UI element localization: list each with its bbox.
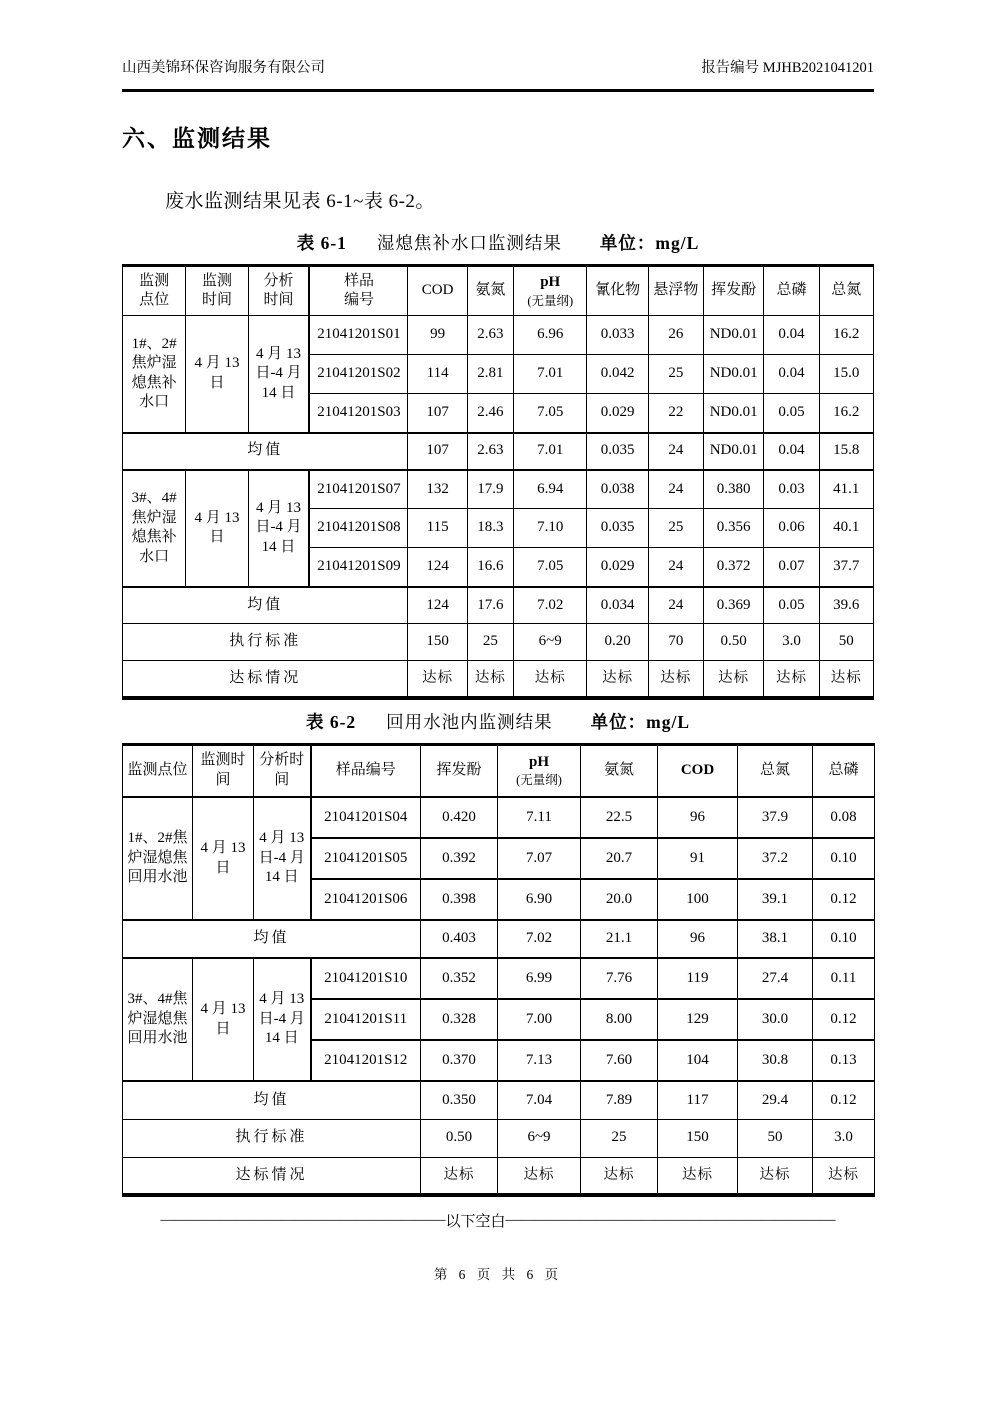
value-cell: 37.9 (738, 797, 813, 838)
value-cell: 16.2 (819, 316, 873, 355)
column-header-line: 氨氮 (475, 282, 506, 299)
monitoring-site-cell: 1#、2#焦炉湿熄焦补水口 (123, 316, 186, 433)
value-cell: 0.398 (421, 879, 498, 920)
value-cell: 达标 (764, 661, 819, 698)
column-header-line: 氰化物 (595, 282, 641, 299)
column-header-line: 监测 (139, 272, 170, 289)
value-cell: 0.352 (421, 958, 498, 999)
column-header-line: 总氮 (831, 282, 862, 299)
value-cell: 27.4 (738, 958, 813, 999)
column-header-line: 样品 (343, 272, 374, 289)
column-header (514, 266, 587, 316)
column-header (658, 744, 738, 797)
column-header-line: 监测点位 (127, 762, 188, 778)
value-cell: 96 (658, 797, 738, 838)
column-header (704, 266, 764, 316)
value-cell: 7.04 (498, 1081, 581, 1119)
value-cell: 6~9 (498, 1119, 581, 1157)
value-cell: 达标 (408, 661, 467, 698)
value-cell: 25 (648, 355, 703, 394)
value-cell: 16.2 (819, 394, 873, 433)
value-cell: 0.034 (587, 587, 648, 624)
value-cell: 达标 (498, 1157, 581, 1195)
dash-right: —————————————————————— (505, 1212, 836, 1228)
column-header (819, 266, 873, 316)
value-cell: 7.02 (514, 587, 587, 624)
monitoring-site-cell: 3#、4#焦炉湿熄焦回用水池 (123, 958, 193, 1081)
column-header-line: 总氮 (759, 762, 790, 778)
value-cell: 30.0 (738, 999, 813, 1040)
value-cell: 0.06 (764, 509, 819, 548)
value-cell: 17.9 (467, 470, 513, 509)
value-cell: 0.13 (813, 1040, 875, 1081)
value-cell: 0.10 (813, 920, 875, 958)
value-cell: 38.1 (738, 920, 813, 958)
sample-id-cell: 21041201S12 (311, 1040, 421, 1081)
value-cell: 达标 (704, 661, 764, 698)
value-cell: 0.392 (421, 838, 498, 879)
table2-caption-title: 回用水池内监测结果 (386, 711, 553, 732)
value-cell: 达标 (421, 1157, 498, 1195)
column-header-line: 监测时 (200, 752, 246, 769)
value-cell: 0.033 (587, 316, 648, 355)
value-cell: 39.1 (738, 879, 813, 920)
value-cell: 达标 (467, 661, 513, 698)
value-cell: 达标 (738, 1157, 813, 1195)
compliance-row (123, 1157, 875, 1195)
table-header-row (123, 266, 874, 316)
value-cell: 91 (658, 838, 738, 879)
sample-id-cell: 21041201S09 (309, 548, 408, 587)
column-header (123, 266, 186, 316)
value-cell: 0.12 (813, 879, 875, 920)
monitoring-site-cell: 3#、4#焦炉湿熄焦补水口 (123, 470, 186, 587)
analysis-date-cell: 4 月 13 日-4 月 14 日 (254, 958, 311, 1081)
value-cell: 0.372 (704, 548, 764, 587)
value-cell: 37.2 (738, 838, 813, 879)
column-header-line: 时间 (201, 292, 232, 308)
value-cell: 0.05 (764, 587, 819, 624)
sample-row (123, 316, 874, 355)
column-header (123, 744, 193, 797)
column-header-line: 点位 (139, 292, 170, 308)
value-cell: 6.90 (498, 879, 581, 920)
value-cell: ND0.01 (704, 433, 764, 470)
column-header-line: COD (421, 282, 454, 299)
value-cell: 达标 (648, 661, 703, 698)
value-cell: 41.1 (819, 470, 873, 509)
value-cell: 25 (581, 1119, 658, 1157)
value-cell: 2.81 (467, 355, 513, 394)
value-cell: 7.01 (514, 355, 587, 394)
column-header (309, 266, 408, 316)
mean-label-cell: 均值 (123, 920, 421, 958)
value-cell: 0.04 (764, 433, 819, 470)
value-cell: 7.05 (514, 394, 587, 433)
column-header (254, 744, 311, 797)
sample-id-cell: 21041201S06 (311, 879, 421, 920)
value-cell: 0.350 (421, 1081, 498, 1119)
value-cell: 0.403 (421, 920, 498, 958)
below-blank-text: 以下空白 (445, 1214, 506, 1230)
value-cell: 70 (648, 624, 703, 661)
value-cell: 2.63 (467, 433, 513, 470)
standard-label-cell: 执行标准 (123, 624, 408, 661)
value-cell: 0.08 (813, 797, 875, 838)
section-title: 六、监测结果 (122, 126, 272, 151)
sample-id-cell: 21041201S11 (311, 999, 421, 1040)
value-cell: 0.04 (764, 316, 819, 355)
value-cell: 0.07 (764, 548, 819, 587)
value-cell: 7.07 (498, 838, 581, 879)
table2-caption-unit: 单位：mg/L (590, 711, 691, 732)
value-cell: 7.00 (498, 999, 581, 1040)
value-cell: 7.76 (581, 958, 658, 999)
analysis-date-cell: 4 月 13 日-4 月 14 日 (248, 470, 309, 587)
value-cell: 119 (658, 958, 738, 999)
value-cell: 22 (648, 394, 703, 433)
value-cell: 达标 (587, 661, 648, 698)
value-cell: 129 (658, 999, 738, 1040)
value-cell: 26 (648, 316, 703, 355)
value-cell: 2.63 (467, 316, 513, 355)
value-cell: 50 (738, 1119, 813, 1157)
compliance-label-cell: 达标情况 (123, 1157, 421, 1195)
value-cell: ND0.01 (704, 394, 764, 433)
value-cell: 达标 (813, 1157, 875, 1195)
column-header-line: pH (528, 753, 549, 770)
column-header-line: 悬浮物 (653, 282, 699, 299)
document-header (122, 56, 874, 77)
value-cell: 达标 (514, 661, 587, 698)
value-cell: 20.0 (581, 879, 658, 920)
report-number: 报告编号 MJHB2021041201 (701, 60, 874, 76)
column-header-line: (无量纲) (516, 773, 562, 788)
column-header-line: 间 (274, 771, 290, 788)
column-header-line: (无量纲) (527, 293, 574, 308)
column-header (587, 266, 648, 316)
sample-row (123, 958, 875, 999)
compliance-label-cell: 达标情况 (123, 661, 408, 698)
below-blank-line (122, 1210, 874, 1231)
value-cell: 0.370 (421, 1040, 498, 1081)
column-header-line: COD (680, 762, 715, 778)
page-number: 第 6 页 共 6 页 (433, 1267, 563, 1282)
value-cell: 7.02 (498, 920, 581, 958)
column-header (311, 744, 421, 797)
column-header (813, 744, 875, 797)
value-cell: 6~9 (514, 624, 587, 661)
column-header (193, 744, 254, 797)
sample-row (123, 797, 875, 838)
table2-caption-label: 表 6-2 (305, 711, 357, 732)
value-cell: 24 (648, 548, 703, 587)
value-cell: 7.10 (514, 509, 587, 548)
value-cell: 7.11 (498, 797, 581, 838)
standard-row (123, 624, 874, 661)
value-cell: 7.89 (581, 1081, 658, 1119)
value-cell: 150 (408, 624, 467, 661)
column-header (738, 744, 813, 797)
value-cell: 124 (408, 548, 467, 587)
value-cell: 16.6 (467, 548, 513, 587)
value-cell: 107 (408, 433, 467, 470)
standard-label-cell: 执行标准 (123, 1119, 421, 1157)
value-cell: 0.380 (704, 470, 764, 509)
value-cell: 达标 (658, 1157, 738, 1195)
sample-id-cell: 21041201S01 (309, 316, 408, 355)
table1-caption-unit: 单位：mg/L (599, 233, 700, 253)
value-cell: 0.029 (587, 548, 648, 587)
value-cell: 0.038 (587, 470, 648, 509)
value-cell: 0.10 (813, 838, 875, 879)
value-cell: 40.1 (819, 509, 873, 548)
value-cell: 2.46 (467, 394, 513, 433)
value-cell: 15.8 (819, 433, 873, 470)
value-cell: 0.05 (764, 394, 819, 433)
monitor-date-cell: 4 月 13 日 (193, 958, 254, 1081)
value-cell: 6.99 (498, 958, 581, 999)
value-cell: 0.029 (587, 394, 648, 433)
column-header-line: 挥发酚 (436, 762, 482, 778)
sample-id-cell: 21041201S05 (311, 838, 421, 879)
column-header (248, 266, 309, 316)
value-cell: 0.03 (764, 470, 819, 509)
column-header (467, 266, 513, 316)
value-cell: 0.042 (587, 355, 648, 394)
value-cell: 8.00 (581, 999, 658, 1040)
value-cell: 0.035 (587, 433, 648, 470)
column-header-line: 样品编号 (335, 762, 396, 778)
value-cell: 25 (467, 624, 513, 661)
monitor-date-cell: 4 月 13 日 (186, 470, 248, 587)
value-cell: 0.420 (421, 797, 498, 838)
monitor-date-cell: 4 月 13 日 (193, 797, 254, 920)
column-header-line: 时间 (263, 292, 294, 308)
mean-row (123, 1081, 875, 1119)
value-cell: 100 (658, 879, 738, 920)
value-cell: 6.96 (514, 316, 587, 355)
mean-row (123, 433, 874, 470)
table1-caption-label: 表 6-1 (296, 233, 347, 253)
sample-id-cell: 21041201S08 (309, 509, 408, 548)
value-cell: 21.1 (581, 920, 658, 958)
column-header-line: 总磷 (776, 282, 807, 299)
value-cell: 15.0 (819, 355, 873, 394)
value-cell: 29.4 (738, 1081, 813, 1119)
value-cell: 0.035 (587, 509, 648, 548)
column-header (581, 744, 658, 797)
column-header-line: pH (540, 274, 561, 291)
monitoring-site-cell: 1#、2#焦炉湿熄焦回用水池 (123, 797, 193, 920)
mean-label-cell: 均值 (123, 1081, 421, 1119)
column-header-line: 分析 (263, 272, 294, 289)
value-cell: 18.3 (467, 509, 513, 548)
column-header-line: 氨氮 (603, 762, 634, 778)
value-cell: 0.50 (704, 624, 764, 661)
table2-grid (122, 743, 875, 1198)
value-cell: 39.6 (819, 587, 873, 624)
analysis-date-cell: 4 月 13 日-4 月 14 日 (254, 797, 311, 920)
value-cell: 104 (658, 1040, 738, 1081)
value-cell: 107 (408, 394, 467, 433)
value-cell: 115 (408, 509, 467, 548)
value-cell: 0.328 (421, 999, 498, 1040)
standard-row (123, 1119, 875, 1157)
mean-row (123, 920, 875, 958)
header-rule (122, 89, 874, 92)
value-cell: 7.01 (514, 433, 587, 470)
sample-id-cell: 21041201S04 (311, 797, 421, 838)
sample-id-cell: 21041201S10 (311, 958, 421, 999)
mean-label-cell: 均值 (123, 587, 408, 624)
value-cell: 0.12 (813, 1081, 875, 1119)
sample-id-cell: 21041201S02 (309, 355, 408, 394)
value-cell: 0.04 (764, 355, 819, 394)
mean-row (123, 587, 874, 624)
sample-row (123, 470, 874, 509)
table2-caption (122, 709, 874, 734)
value-cell: 117 (658, 1081, 738, 1119)
value-cell: 132 (408, 470, 467, 509)
column-header (408, 266, 467, 316)
value-cell: 50 (819, 624, 873, 661)
value-cell: 124 (408, 587, 467, 624)
column-header (186, 266, 248, 316)
column-header-line: 总磷 (828, 762, 859, 778)
column-header-line: 监测 (201, 272, 232, 289)
value-cell: 24 (648, 470, 703, 509)
value-cell: 6.94 (514, 470, 587, 509)
table-header-row (123, 744, 875, 797)
value-cell: 7.13 (498, 1040, 581, 1081)
value-cell: ND0.01 (704, 355, 764, 394)
table1-caption-title: 湿熄焦补水口监测结果 (376, 233, 562, 253)
value-cell: 达标 (581, 1157, 658, 1195)
column-header-line: 分析时 (259, 752, 305, 769)
table1-caption (122, 230, 874, 255)
column-header (421, 744, 498, 797)
table1-grid (122, 264, 874, 700)
value-cell: 20.7 (581, 838, 658, 879)
column-header-line: 编号 (343, 292, 374, 308)
value-cell: 3.0 (764, 624, 819, 661)
value-cell: 37.7 (819, 548, 873, 587)
value-cell: 22.5 (581, 797, 658, 838)
intro-text: 废水监测结果见表 6-1~表 6-2。 (165, 191, 435, 212)
value-cell: 0.356 (704, 509, 764, 548)
value-cell: 0.50 (421, 1119, 498, 1157)
dash-left: ——————————————————— (160, 1212, 446, 1228)
value-cell: 99 (408, 316, 467, 355)
column-header (498, 744, 581, 797)
value-cell: 0.11 (813, 958, 875, 999)
value-cell: 25 (648, 509, 703, 548)
company-name: 山西美锦环保咨询服务有限公司 (122, 60, 325, 76)
value-cell: 30.8 (738, 1040, 813, 1081)
value-cell: 7.05 (514, 548, 587, 587)
value-cell: 0.12 (813, 999, 875, 1040)
monitor-date-cell: 4 月 13 日 (186, 316, 248, 433)
column-header-line: 间 (215, 771, 231, 788)
sample-id-cell: 21041201S07 (309, 470, 408, 509)
value-cell: 7.60 (581, 1040, 658, 1081)
value-cell: 24 (648, 433, 703, 470)
value-cell: ND0.01 (704, 316, 764, 355)
value-cell: 达标 (819, 661, 873, 698)
table-6-2 (122, 743, 874, 1198)
value-cell: 0.369 (704, 587, 764, 624)
column-header (764, 266, 819, 316)
value-cell: 3.0 (813, 1119, 875, 1157)
compliance-row (123, 661, 874, 698)
value-cell: 24 (648, 587, 703, 624)
value-cell: 114 (408, 355, 467, 394)
value-cell: 0.20 (587, 624, 648, 661)
column-header (648, 266, 703, 316)
table-6-1 (122, 264, 874, 700)
mean-label-cell: 均值 (123, 433, 408, 470)
analysis-date-cell: 4 月 13 日-4 月 14 日 (248, 316, 309, 433)
column-header-line: 挥发酚 (711, 282, 757, 299)
value-cell: 150 (658, 1119, 738, 1157)
value-cell: 17.6 (467, 587, 513, 624)
value-cell: 96 (658, 920, 738, 958)
sample-id-cell: 21041201S03 (309, 394, 408, 433)
